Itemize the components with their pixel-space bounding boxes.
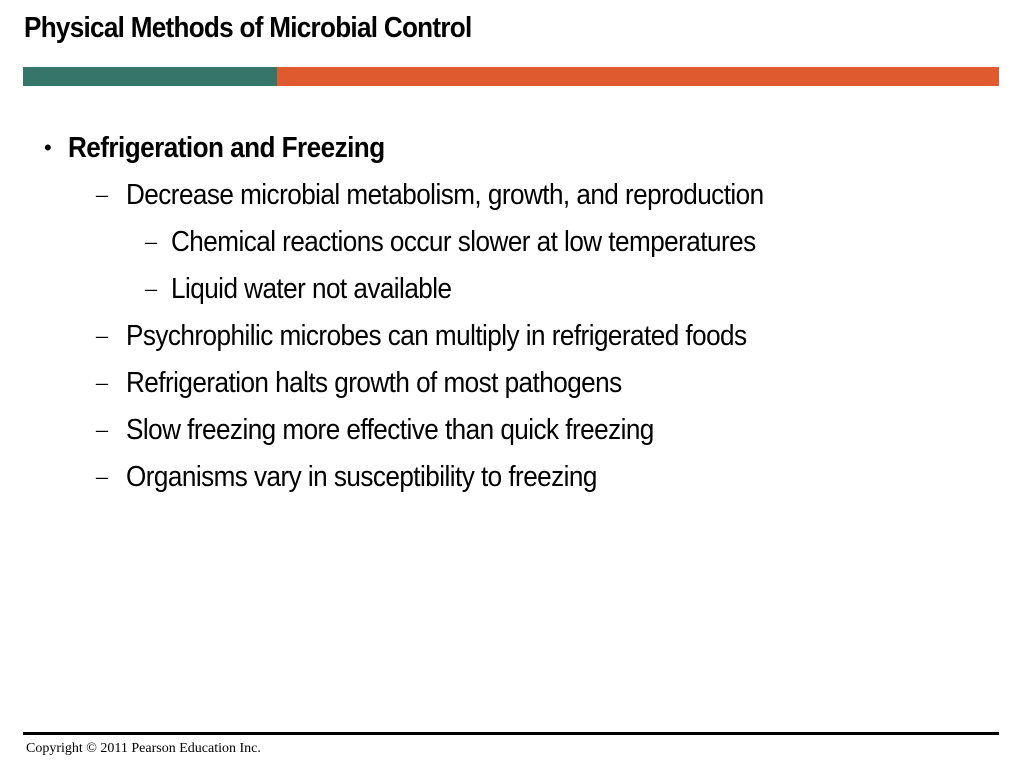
footer-divider — [23, 732, 999, 735]
sub-item-text: Psychrophilic microbes can multiply in refrigerated foods — [126, 320, 747, 352]
sub-item-marker: – — [96, 417, 108, 443]
sub-item-marker: – — [96, 323, 108, 349]
sub-item-text: Slow freezing more effective than quick freezing — [126, 414, 654, 446]
sub-sub-item-marker: – — [145, 229, 157, 255]
sub-sub-item-text: Liquid water not available — [171, 273, 452, 305]
sub-item-text: Refrigeration halts growth of most pathogens — [126, 367, 622, 399]
sub-sub-item-text: Chemical reactions occur slower at low temperatures — [171, 226, 756, 258]
bullet-marker: • — [44, 135, 52, 160]
copyright-notice: Copyright © 2011 Pearson Education Inc. — [26, 741, 261, 756]
sub-item-marker: – — [96, 182, 108, 208]
sub-item-marker: – — [96, 464, 108, 490]
sub-item-text: Decrease microbial metabolism, growth, and reproduction — [126, 179, 764, 211]
bullet-heading: Refrigeration and Freezing — [68, 132, 385, 164]
sub-item-marker: – — [96, 370, 108, 396]
sub-sub-item-marker: – — [145, 276, 157, 302]
sub-item-text: Organisms vary in susceptibility to freezing — [126, 461, 597, 493]
slide-title: Physical Methods of Microbial Control — [24, 12, 472, 44]
